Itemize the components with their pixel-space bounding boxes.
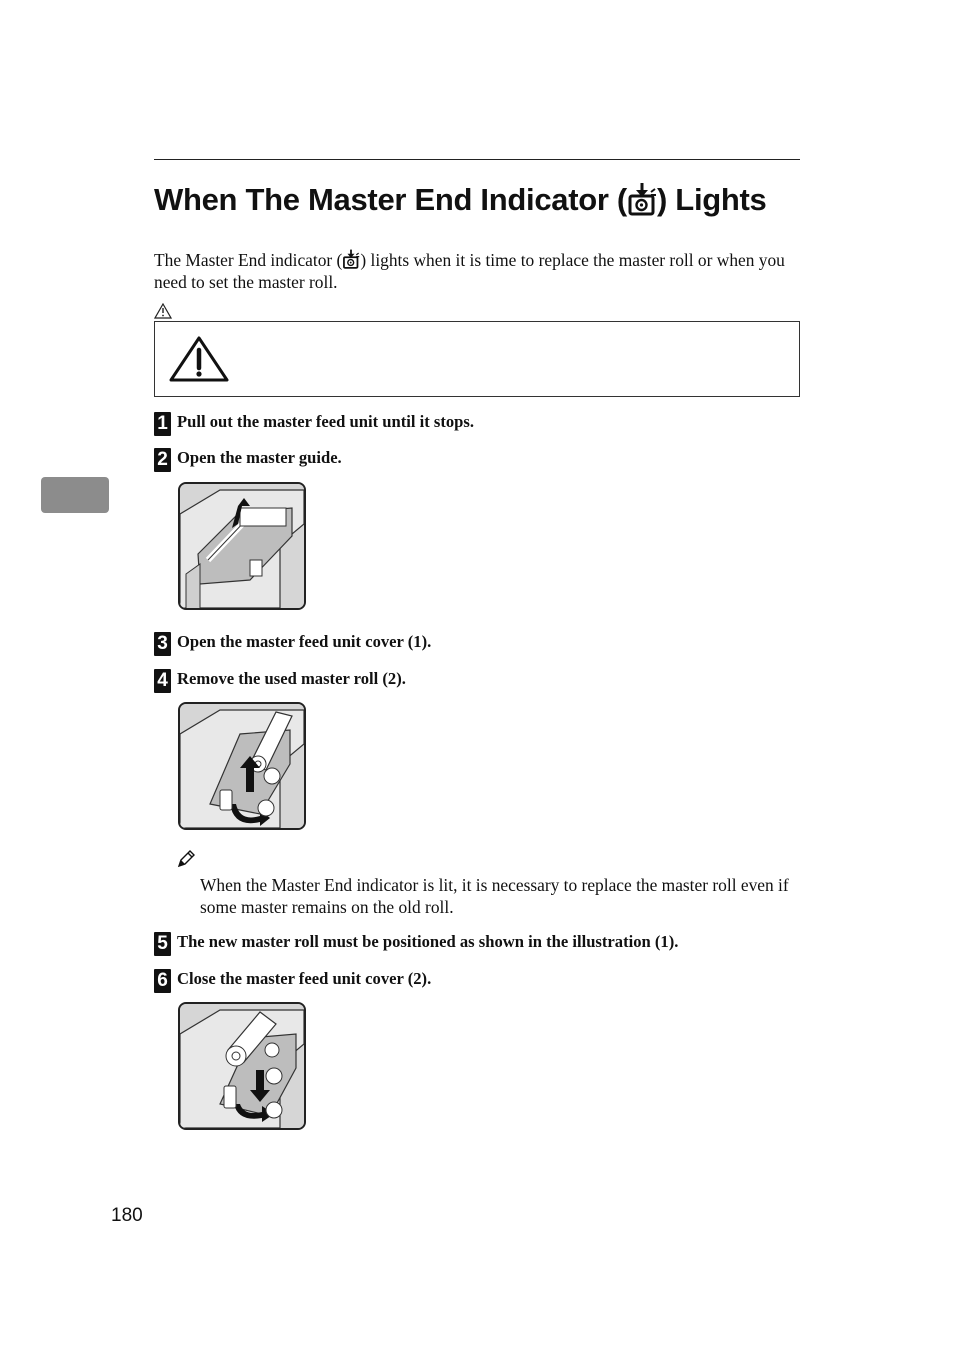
step-text: Close the master feed unit cover (2).: [177, 969, 432, 988]
step-3: [154, 629, 814, 655]
header-rule: [154, 159, 800, 160]
master-end-indicator-icon: [627, 182, 657, 216]
step-text: The new master roll must be positioned as shown in the illustration (1).: [177, 932, 679, 951]
note-pencil-icon: [176, 849, 196, 869]
master-end-indicator-icon: [342, 249, 360, 269]
step-5: [154, 929, 814, 955]
warning-box: [154, 321, 800, 397]
step-6: [154, 966, 814, 992]
page-number: 180: [111, 1205, 143, 1226]
caution-triangle-icon: [169, 336, 229, 382]
step-1: [154, 409, 814, 435]
step-text: Remove the used master roll (2).: [177, 669, 406, 688]
page-title: When The Master End Indicator ( ) Lights: [154, 182, 767, 217]
step-number: 2: [154, 448, 171, 472]
figure-open-master-guide: [178, 482, 306, 610]
chapter-tab: [41, 477, 109, 513]
step-text: Pull out the master feed unit until it stops.: [177, 412, 475, 431]
step-text: Open the master feed unit cover (1).: [177, 632, 432, 651]
step-number: 6: [154, 969, 171, 993]
figure-remove-master-roll: [178, 702, 306, 830]
step-number: 1: [154, 412, 171, 436]
step-4: [154, 666, 814, 692]
intro-paragraph: The Master End indicator ( ) lights when it is time to replace the master roll or when you need to set the master roll.: [154, 250, 785, 292]
step-2: [154, 445, 814, 471]
step-text: Open the master guide.: [177, 448, 342, 467]
note-text: When the Master End indicator is lit, it is necessary to replace the master roll even if some master remains on the old roll.: [200, 875, 789, 917]
caution-small-icon: [154, 303, 172, 319]
step-number: 3: [154, 632, 171, 656]
step-number: 4: [154, 669, 171, 693]
figure-new-master-roll: [178, 1002, 306, 1130]
step-number: 5: [154, 932, 171, 956]
